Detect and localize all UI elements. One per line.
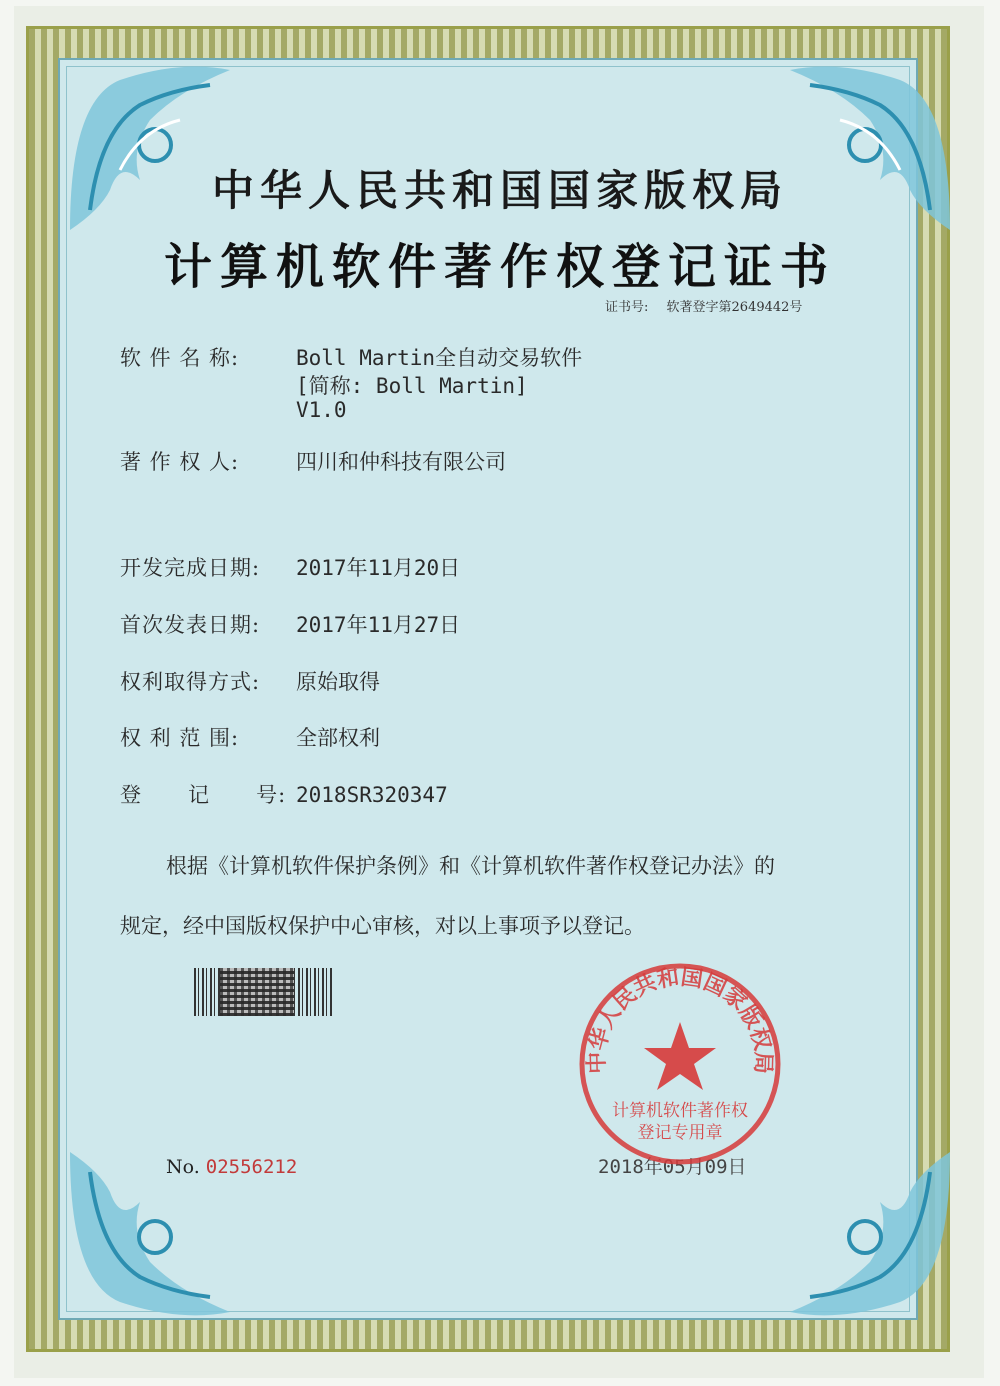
dev-completion-date-label: 开发完成日期: bbox=[120, 556, 261, 580]
software-name-field bbox=[120, 342, 583, 422]
corner-ornament-icon bbox=[780, 1142, 960, 1322]
first-publication-date-value: 2017年11月27日 bbox=[296, 613, 461, 637]
rights-scope-label: 权 利 范 围: bbox=[120, 726, 240, 750]
rights-scope-field bbox=[120, 722, 380, 752]
rights-scope-value: 全部权利 bbox=[296, 726, 380, 750]
registration-number-field bbox=[120, 779, 448, 809]
acquisition-method-label: 权利取得方式: bbox=[120, 670, 261, 694]
software-name-value: Boll Martin全自动交易软件 bbox=[296, 346, 583, 370]
registration-number-value: 2018SR320347 bbox=[296, 783, 448, 807]
certificate-title: 计算机软件著作权登记证书 bbox=[163, 239, 836, 295]
dev-completion-date-field bbox=[120, 552, 460, 582]
certificate-number bbox=[605, 296, 802, 315]
serial-number bbox=[166, 1156, 297, 1178]
software-short-name: [简称: Boll Martin] bbox=[296, 374, 528, 398]
serial-prefix: No. bbox=[166, 1156, 200, 1178]
software-name-label: 软 件 名 称: bbox=[120, 346, 240, 370]
issuer-title: 中华人民共和国国家版权局 bbox=[211, 166, 788, 215]
first-publication-date-field bbox=[120, 609, 460, 639]
registration-number-label: 登 记 号: bbox=[120, 783, 287, 807]
seal-inner-line-1: 计算机软件著作权 bbox=[612, 1101, 748, 1121]
copyright-owner-value: 四川和仲科技有限公司 bbox=[296, 450, 506, 474]
copyright-owner-field bbox=[120, 446, 506, 476]
body-line-2: 规定，经中国版权保护中心审核，对以上事项予以登记。 bbox=[120, 914, 645, 938]
qr-code-icon bbox=[220, 968, 294, 1016]
acquisition-method-field bbox=[120, 666, 380, 696]
first-publication-date-label: 首次发表日期: bbox=[120, 613, 261, 637]
barcode-icon bbox=[194, 968, 332, 1016]
software-version: V1.0 bbox=[296, 398, 347, 422]
seal-inner-line-2: 登记专用章 bbox=[637, 1123, 723, 1143]
seal-ring-text: 中华人民共和国国家版权局 bbox=[584, 965, 776, 1075]
certificate-number-value: 软著登字第2649442号 bbox=[666, 300, 803, 315]
acquisition-method-value: 原始取得 bbox=[296, 670, 380, 694]
issue-date: 2018年05月09日 bbox=[598, 1156, 747, 1178]
copyright-owner-label: 著 作 权 人: bbox=[120, 450, 240, 474]
dev-completion-date-value: 2017年11月20日 bbox=[296, 556, 461, 580]
body-line-1: 根据《计算机软件保护条例》和《计算机软件著作权登记办法》的 bbox=[166, 854, 775, 878]
official-seal-icon bbox=[576, 960, 784, 1168]
serial-number-value: 02556212 bbox=[205, 1156, 298, 1178]
certificate-number-label: 证书号: bbox=[605, 300, 649, 315]
